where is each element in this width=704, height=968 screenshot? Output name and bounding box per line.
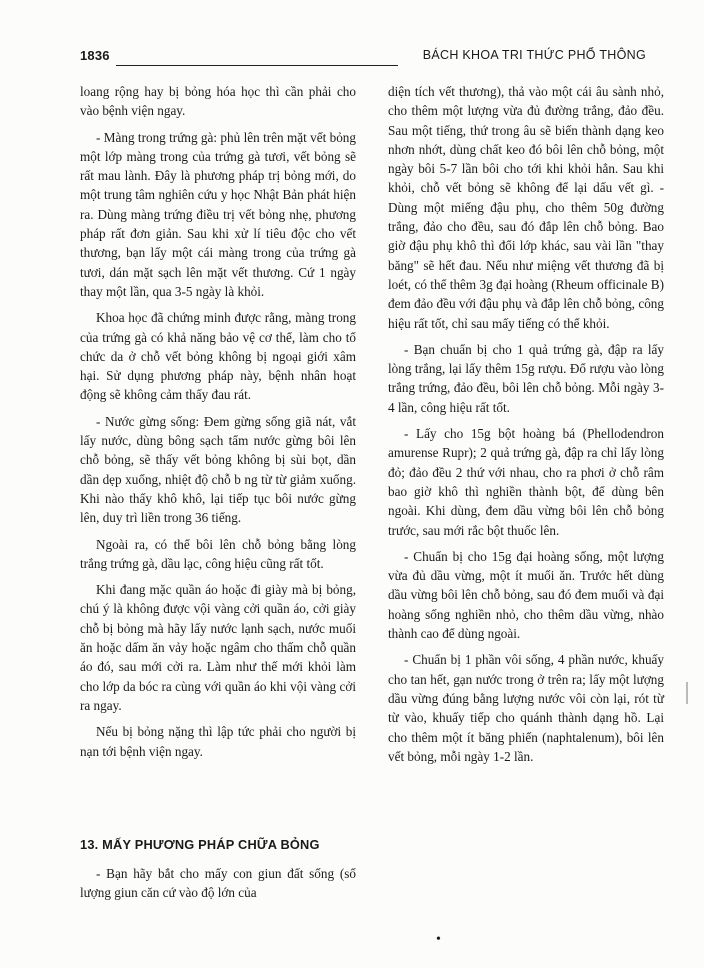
paragraph: - Chuẩn bị 1 phần vôi sống, 4 phần nước, khuấy cho tan hết, gạn nước trong ở trên ra; lấy một lượng dầu vừng đúng bằng lượng nước vôi còn lại, rót từ từ vào, khuấy tiếp cho quánh thành dạng hồ. Lại cho thêm một ít băng phiến (naphtalenum), bôi lên vết bỏng, mỗi ngày 1-2 lần. [388, 652, 664, 764]
paragraph: - Màng trong trứng gà: phủ lên trên mặt vết bỏng một lớp màng trong của trứng gà tươi, vết bỏng sẽ rất mau lành. Đây là phương pháp trị bỏng mới, do một trung tâm nghiên cứu y học Nhật Bản phát hiện ra. Dùng màng trứng điều trị vết bỏng nhẹ, phương pháp rất đơn giản. Sau khi xử lí tiêu độc cho vết thương, bạn lấy một cái màng trong của trứng gà tươi, dán mặt sạch lên mặt vết thương. Cứ 1 ngày thay một lần, qua 3-5 ngày là khỏi. [80, 129, 356, 299]
paragraph: - Nước gừng sống: Đem gừng sống giã nát, vắt lấy nước, dùng bông sạch tẩm nước gừng bôi lên chỗ bỏng, sẽ thấy vết bỏng không bị sùi bọt, dần dần dẹp xuống, nhiệt độ chỗ b ng từ từ giảm xuống. Khi nào thấy khô khô, lại tiếp tục bôi nước gừng lên, duy trì liền trong 36 tiếng. [80, 413, 356, 526]
page-dot-mark: • [436, 932, 441, 947]
page-header [80, 46, 646, 68]
paragraph: Nếu bị bỏng nặng thì lập tức phải cho người bị nạn tới bệnh viện ngay. [80, 724, 356, 759]
paragraph: diện tích vết thương), thả vào một cái âu sành nhỏ, cho thêm một lượng vừa đủ đường trắng, đảo đều. Sau một tiếng, thứ trong âu sẽ biến thành dạng keo nhơn nhớt, dùng chất keo đó bôi lên chỗ bỏng, một ngày bôi 5-7 lần bôi cho tới khi khỏi hẳn. Sau khi khỏi, chỗ vết bỏng sẽ không để lại dấu vết gì. - Dùng một miếng đậu phụ, cho thêm 50g đường trắng, đảo cho đều, sau đó đắp lên chỗ bỏng. Bao giờ đậu phụ khô thì đổi lớp khác, sau vài lần "thay băng" sẽ hết đau. Nếu như miệng vết thương đã bị loét, có thể thêm 3g đại hoàng (Rheum officinale B) đem đảo đều với đậu phụ và đắp lên chỗ bỏng, công hiệu rất tốt, chỉ sau mấy tiếng có thể khỏi. [388, 84, 664, 331]
paragraph: - Lấy cho 15g bột hoàng bá (Phellodendron amurense Rupr); 2 quả trứng gà, đập ra chỉ lấy lòng đỏ; đảo đều 2 thứ với nhau, cho ra phơi ở chỗ râm bao giờ khô thì nghiền thành bột, để dùng bên ngoài. Khi dùng, đem dầu vừng bôi lên chỗ bỏng trước, sau mới rắc bột thuốc lên. [388, 426, 664, 538]
paragraph: - Chuẩn bị cho 15g đại hoàng sống, một lượng vừa đủ dầu vừng, một ít muối ăn. Trước hết dùng dầu vừng bôi lên chỗ bỏng, sau đó đem muối và đại hoàng sống nghiền nhỏ, cho thêm dầu vừng, nhào thành cao để dùng ngoài. [388, 548, 664, 642]
paragraph: Khi đang mặc quần áo hoặc đi giày mà bị bỏng, chú ý là không được vội vàng cởi quần áo, cởi giày chỗ bị bỏng mà hãy lấy nước lạnh sạch, nước muối ăn hoặc dấm ăn vảy hoặc ngâm cho thấm chỗ quần áo đó, sau mới cởi ra. Làm như thế mới khỏi làm cho lớp da bóc ra cùng với quần áo khi vội vàng cởi ra ngay. [80, 582, 356, 713]
running-title: BÁCH KHOA TRI THỨC PHỔ THÔNG [422, 48, 646, 62]
paragraph: loang rộng hay bị bỏng hóa học thì cần phải cho vào bệnh viện ngay. [80, 84, 356, 119]
paragraph: Ngoài ra, có thể bôi lên chỗ bỏng bằng lòng trắng trứng gà, dầu lạc, công hiệu cũng rất tốt. [80, 536, 356, 571]
page-number: 1836 [80, 48, 110, 63]
section-intro-paragraph: - Bạn hãy bắt cho mấy con giun đất sống (số lượng giun căn cứ vào độ lớn của [80, 866, 356, 901]
paragraph: - Bạn chuẩn bị cho 1 quả trứng gà, đập ra lấy lòng trắng, lại lấy thêm 15g rượu. Đổ rượu vào lòng trắng trứng, đảo đều, bôi lên chỗ bỏng. Mỗi ngày 3-4 lần, công hiệu rất tốt. [388, 341, 664, 415]
margin-scan-mark [686, 682, 688, 704]
section-heading: 13. MẤY PHƯƠNG PHÁP CHỮA BỎNG [80, 837, 320, 852]
right-column [388, 82, 664, 766]
left-column [80, 82, 356, 761]
header-rule [116, 65, 398, 66]
paragraph: Khoa học đã chứng minh được rằng, màng trong của trứng gà có khả năng bảo vệ cơ thể, làm cho tổ chức da ở chỗ vết bỏng không bị ngoại giới xâm hại. Sử dụng phương pháp này, bệnh nhân hoạt động sẽ không cảm thấy đau rát. [80, 310, 356, 403]
